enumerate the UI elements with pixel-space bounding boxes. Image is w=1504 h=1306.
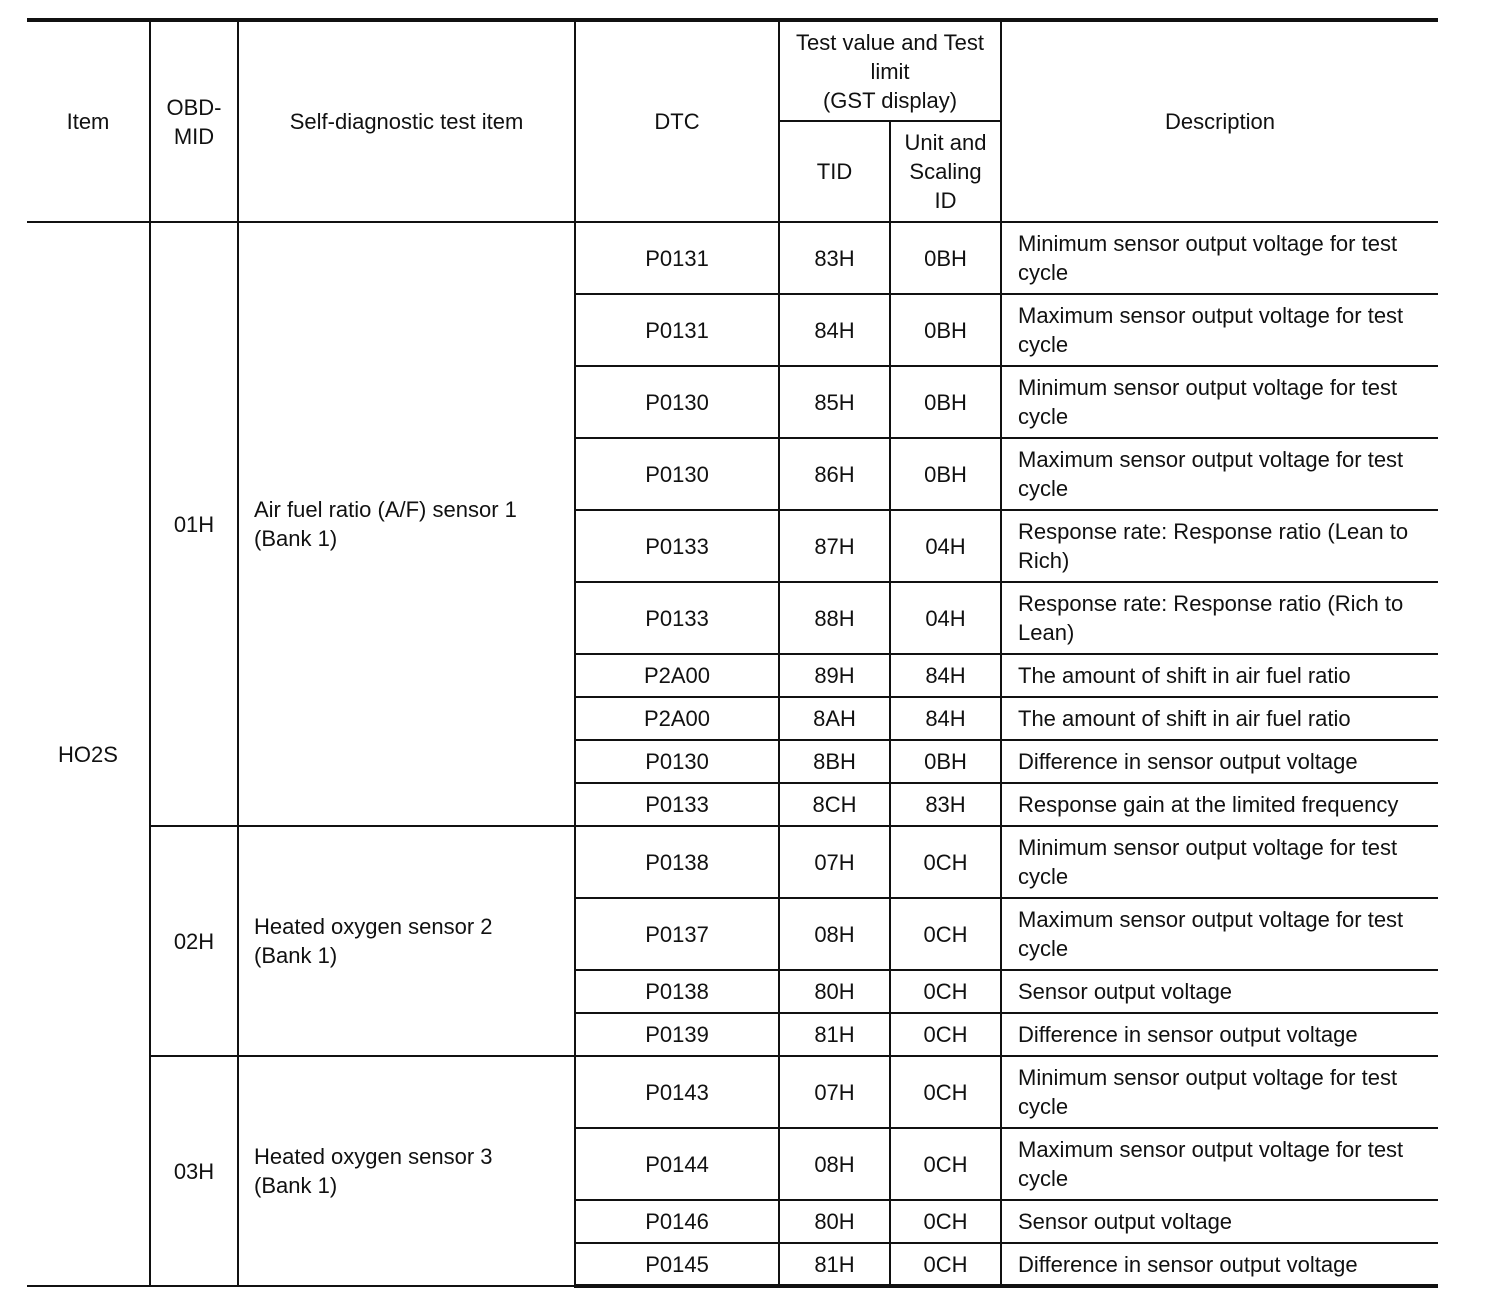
dtc-cell: P0144	[575, 1128, 779, 1200]
dtc-cell: P0145	[575, 1243, 779, 1286]
obd-mid-cell: 01H	[150, 222, 238, 826]
description-cell: Difference in sensor output voltage	[1001, 740, 1438, 783]
unit-cell: 0BH	[890, 222, 1001, 294]
tid-cell: 08H	[779, 898, 890, 970]
description-cell: Maximum sensor output voltage for test cycle	[1001, 898, 1438, 970]
unit-cell: 0CH	[890, 826, 1001, 898]
tid-cell: 83H	[779, 222, 890, 294]
description-cell: Sensor output voltage	[1001, 1200, 1438, 1243]
dtc-cell: P2A00	[575, 654, 779, 697]
dtc-cell: P0130	[575, 366, 779, 438]
tid-cell: 81H	[779, 1013, 890, 1056]
unit-cell: 84H	[890, 697, 1001, 740]
tid-cell: 80H	[779, 970, 890, 1013]
test-item-cell: Heated oxygen sensor 2 (Bank 1)	[238, 826, 575, 1056]
header-self-diagnostic-test-item: Self-diagnostic test item	[238, 20, 575, 222]
description-cell: Difference in sensor output voltage	[1001, 1243, 1438, 1286]
description-cell: Maximum sensor output voltage for test cycle	[1001, 294, 1438, 366]
unit-cell: 0BH	[890, 438, 1001, 510]
dtc-cell: P2A00	[575, 697, 779, 740]
tid-cell: 87H	[779, 510, 890, 582]
description-cell: The amount of shift in air fuel ratio	[1001, 697, 1438, 740]
description-cell: Maximum sensor output voltage for test cycle	[1001, 438, 1438, 510]
unit-cell: 04H	[890, 510, 1001, 582]
dtc-cell: P0131	[575, 294, 779, 366]
dtc-cell: P0130	[575, 438, 779, 510]
description-cell: Response gain at the limited frequency	[1001, 783, 1438, 826]
description-cell: Minimum sensor output voltage for test cycle	[1001, 1056, 1438, 1128]
tid-cell: 8AH	[779, 697, 890, 740]
dtc-cell: P0133	[575, 510, 779, 582]
test-item-cell: Heated oxygen sensor 3 (Bank 1)	[238, 1056, 575, 1286]
tid-cell: 8BH	[779, 740, 890, 783]
dtc-cell: P0133	[575, 582, 779, 654]
unit-cell: 84H	[890, 654, 1001, 697]
unit-cell: 0CH	[890, 1128, 1001, 1200]
unit-cell: 0CH	[890, 898, 1001, 970]
unit-cell: 83H	[890, 783, 1001, 826]
header-obd-mid: OBD- MID	[150, 20, 238, 222]
dtc-cell: P0131	[575, 222, 779, 294]
unit-cell: 0CH	[890, 1013, 1001, 1056]
item-cell: HO2S	[27, 222, 150, 1286]
unit-cell: 0CH	[890, 1200, 1001, 1243]
header-item: Item	[27, 20, 150, 222]
dtc-cell: P0130	[575, 740, 779, 783]
unit-cell: 04H	[890, 582, 1001, 654]
description-cell: Minimum sensor output voltage for test cycle	[1001, 366, 1438, 438]
description-cell: Difference in sensor output voltage	[1001, 1013, 1438, 1056]
table-row	[27, 222, 1438, 294]
tid-cell: 88H	[779, 582, 890, 654]
unit-cell: 0CH	[890, 1056, 1001, 1128]
tid-cell: 81H	[779, 1243, 890, 1286]
test-item-cell: Air fuel ratio (A/F) sensor 1 (Bank 1)	[238, 222, 575, 826]
header-description: Description	[1001, 20, 1438, 222]
tid-cell: 8CH	[779, 783, 890, 826]
tid-cell: 86H	[779, 438, 890, 510]
table-row	[27, 826, 1438, 898]
dtc-cell: P0133	[575, 783, 779, 826]
tid-cell: 84H	[779, 294, 890, 366]
unit-cell: 0CH	[890, 970, 1001, 1013]
dtc-cell: P0139	[575, 1013, 779, 1056]
unit-cell: 0BH	[890, 366, 1001, 438]
obd-mid-cell: 02H	[150, 826, 238, 1056]
description-cell: Response rate: Response ratio (Rich to Lean)	[1001, 582, 1438, 654]
tid-cell: 85H	[779, 366, 890, 438]
dtc-cell: P0137	[575, 898, 779, 970]
description-cell: Sensor output voltage	[1001, 970, 1438, 1013]
dtc-cell: P0143	[575, 1056, 779, 1128]
dtc-cell: P0138	[575, 970, 779, 1013]
description-cell: Response rate: Response ratio (Lean to Rich)	[1001, 510, 1438, 582]
header-test-value-and-limit: Test value and Test limit (GST display)	[779, 20, 1001, 121]
obd-test-table	[27, 18, 1438, 1288]
dtc-cell: P0138	[575, 826, 779, 898]
description-cell: The amount of shift in air fuel ratio	[1001, 654, 1438, 697]
description-cell: Minimum sensor output voltage for test cycle	[1001, 222, 1438, 294]
header-unit-and-scaling-id: Unit and Scaling ID	[890, 121, 1001, 222]
unit-cell: 0BH	[890, 740, 1001, 783]
header-dtc: DTC	[575, 20, 779, 222]
table-row	[27, 1056, 1438, 1128]
dtc-cell: P0146	[575, 1200, 779, 1243]
tid-cell: 08H	[779, 1128, 890, 1200]
description-cell: Maximum sensor output voltage for test cycle	[1001, 1128, 1438, 1200]
tid-cell: 89H	[779, 654, 890, 697]
obd-mid-cell: 03H	[150, 1056, 238, 1286]
header-tid: TID	[779, 121, 890, 222]
tid-cell: 07H	[779, 1056, 890, 1128]
unit-cell: 0BH	[890, 294, 1001, 366]
description-cell: Minimum sensor output voltage for test cycle	[1001, 826, 1438, 898]
unit-cell: 0CH	[890, 1243, 1001, 1286]
tid-cell: 07H	[779, 826, 890, 898]
tid-cell: 80H	[779, 1200, 890, 1243]
